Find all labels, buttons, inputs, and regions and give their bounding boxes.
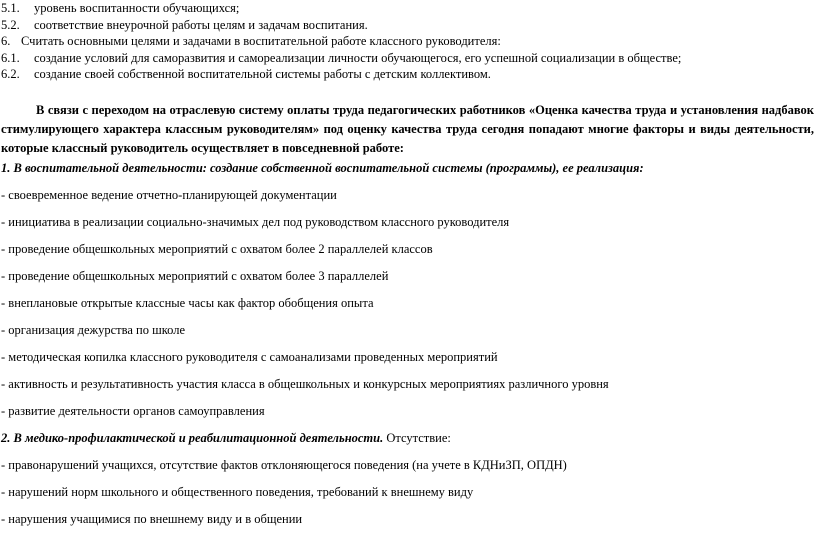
item-number: 5.2. [1, 17, 20, 32]
list-item: - внеплановые открытые классные часы как фактор обобщения опыта [1, 296, 374, 310]
intro-paragraph: В связи с переходом на отраслевую систему оплаты труда педагогических работников «Оценка качества труда и установления надбавок стимулирующего характера классным руководителям» под оценку качества труда сегодня попадают многие факторы и виды деятельности, которые классный руководитель осуществляет в повседневной работе: [1, 103, 814, 155]
section-1-title: 1. В воспитательной деятельности: создание собственной воспитательной системы (программы), ее реализация: [1, 161, 644, 175]
list-item [1, 66, 815, 83]
list-item [1, 50, 815, 67]
list-item: - проведение общешкольных мероприятий с охватом более 3 параллелей [1, 269, 389, 283]
section-2-title-text: 2. В медико-профилактической и реабилитационной деятельности. [1, 431, 384, 445]
list-item [1, 0, 815, 17]
list-item: - инициатива в реализации социально-значимых дел под руководством классного руководителя [1, 215, 510, 229]
item-text: создание условий для саморазвития и самореализации личности обучающегося, его успешной социализации в обществе; [34, 50, 682, 65]
item-text: уровень воспитанности обучающихся; [34, 1, 240, 15]
item-text: создание своей собственной воспитательной системы работы с детским коллективом. [34, 67, 491, 81]
section-2-title [1, 430, 451, 446]
list-item: - нарушений норм школьного и общественного поведения, требований к внешнему виду [1, 485, 474, 499]
item-number: 5.1. [1, 1, 20, 15]
item-text: Считать основными целями и задачами в воспитательной работе классного руководителя: [21, 34, 501, 48]
list-item [1, 33, 815, 50]
list-item: - организация дежурства по школе [1, 323, 186, 337]
list-item [1, 17, 815, 34]
list-item: - методическая копилка классного руководителя с самоанализами проведенных мероприятий [1, 350, 498, 364]
item-text: соответствие внеурочной работы целям и задачам воспитания. [34, 17, 368, 32]
list-item: - развитие деятельности органов самоуправления [1, 404, 265, 418]
numbered-list [1, 0, 815, 83]
list-item: - нарушения учащимися по внешнему виду и в общении [1, 512, 303, 526]
item-number: 6.2. [1, 67, 20, 81]
item-number: 6.1. [1, 50, 20, 65]
list-item: - проведение общешкольных мероприятий с охватом более 2 параллелей классов [1, 242, 433, 256]
list-item: - активность и результативность участия класса в общешкольных и конкурсных мероприятиях различного уровня [1, 377, 609, 391]
list-item: - своевременное ведение отчетно-планирующей документации [1, 188, 337, 202]
list-item: - правонарушений учащихся, отсутствие фактов отклоняющегося поведения (на учете в КДНиЗП, ОПДН) [1, 458, 567, 472]
item-number: 6. [1, 34, 11, 48]
section-2-title-suffix: Отсутствие: [383, 431, 451, 445]
